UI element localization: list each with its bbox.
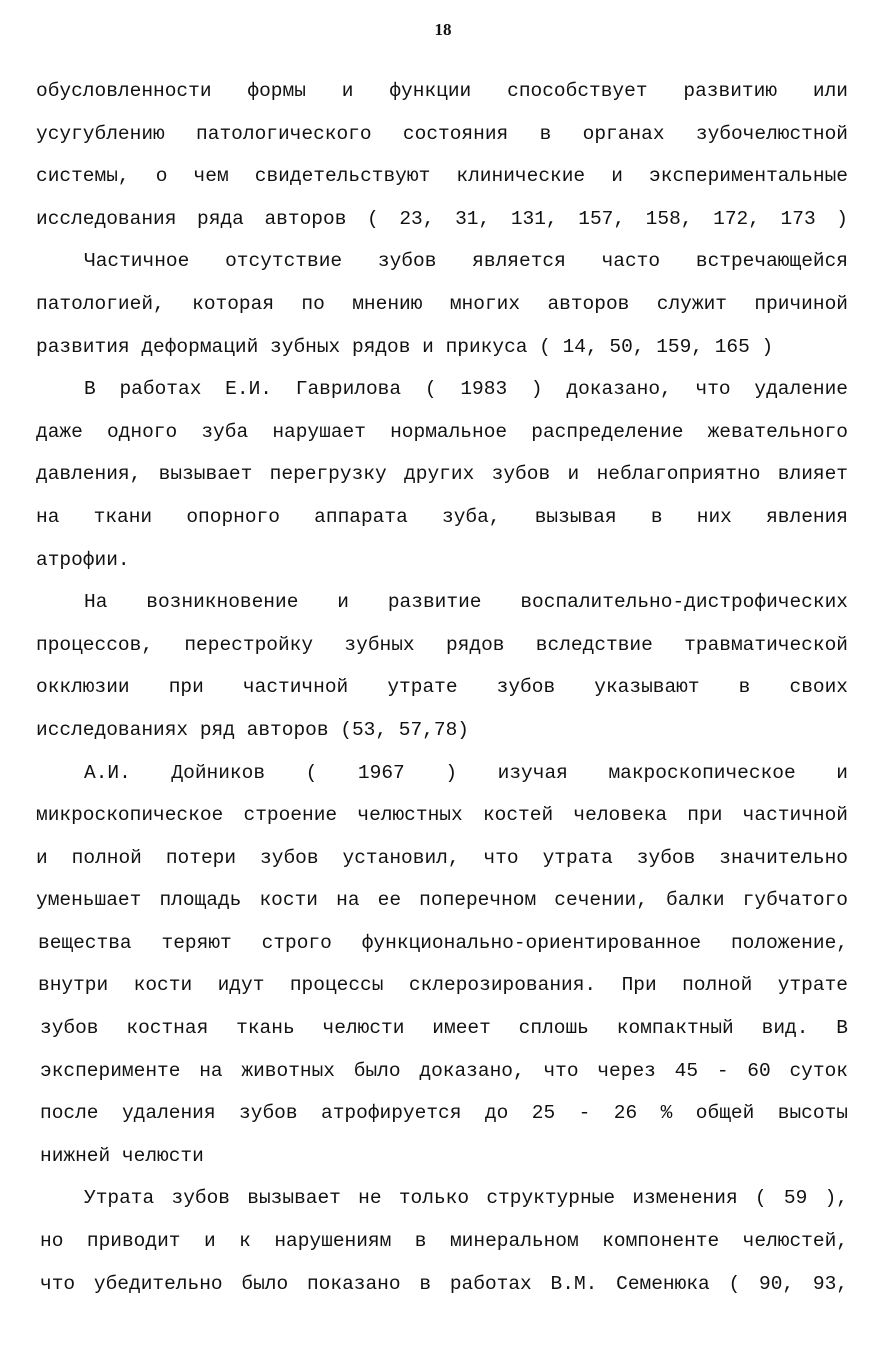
text-line: зубов костная ткань челюсти имеет сплошь компактный вид. В [40,1017,848,1040]
text-line: после удаления зубов атрофируется до 25 - 26 % общей высоты [40,1102,848,1125]
text-line: окклюзии при частичной утрате зубов указывают в своих [36,676,848,699]
text-line: исследованиях ряд авторов (53, 57,78) [36,718,469,741]
text-line: давления, вызывает перегрузку других зубов и неблагоприятно влияет [36,463,848,486]
text-line: обусловленности формы и функции способствует развитию или [36,80,848,102]
paragraph-start-line: В работах Е.И. Гаврилова ( 1983 ) доказано, что удаление [84,378,848,401]
text-line: эксперименте на животных было доказано, что через 45 - 60 суток [40,1059,848,1082]
page-number: 18 [434,20,452,39]
text-line: но приводит и к нарушениям в минеральном компоненте челюстей, [40,1230,848,1253]
text-line: патологией, которая по мнению многих авторов служит причиной [36,292,848,315]
text-line: развития деформаций зубных рядов и прикуса ( 14, 50, 159, 165 ) [36,335,774,358]
text-line: внутри кости идут процессы склерозирования. При полной утрате [38,974,848,997]
text-line: уменьшает площадь кости на ее поперечном сечении, балки губчатого [36,889,848,912]
text-line: атрофии. [36,548,130,571]
text-line: исследования ряда авторов ( 23, 31, 131, 157, 158, 172, 173 ) [36,207,848,230]
text-line: усугублению патологического состояния в органах зубочелюстной [36,122,848,145]
text-line: вещества теряют строго функционально-ориентированное положение, [38,931,848,954]
text-body [36,74,848,1309]
text-line: и полной потери зубов установил, что утрата зубов значительно [36,846,848,869]
text-line: системы, о чем свидетельствуют клинические и экспериментальные [36,165,848,188]
text-line: процессов, перестройку зубных рядов вследствие травматической [36,633,848,656]
paragraph-start-line: А.И. Дойников ( 1967 ) изучая макроскопическое и [84,761,848,784]
text-line: нижней челюсти [40,1144,204,1167]
text-line: микроскопическое строение челюстных костей человека при частичной [36,804,848,827]
paragraph-start-line: Утрата зубов вызывает не только структурные изменения ( 59 ), [84,1187,848,1210]
text-line: на ткани опорного аппарата зуба, вызывая в них явления [36,505,848,528]
paragraph-start-line: На возникновение и развитие воспалительно-дистрофических [84,591,848,614]
text-line: даже одного зуба нарушает нормальное распределение жевательного [36,420,848,443]
paragraph-start-line: Частичное отсутствие зубов является часто встречающейся [84,250,848,273]
text-line: что убедительно было показано в работах В.М. Семенюка ( 90, 93, [40,1272,848,1295]
